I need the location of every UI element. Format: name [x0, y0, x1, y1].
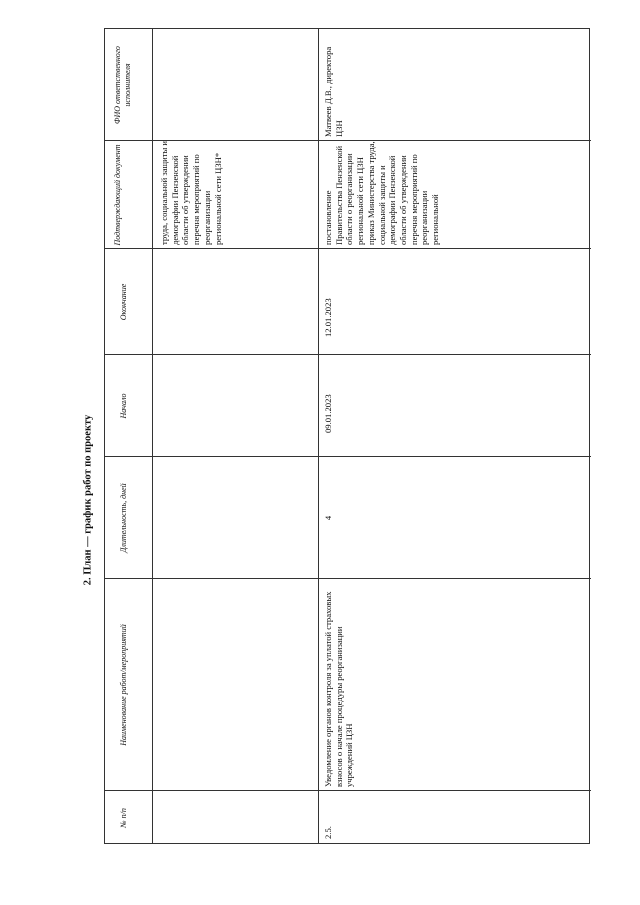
row-doc-cell [319, 141, 591, 249]
cont-num-cell [153, 791, 318, 845]
section-heading: 2. План — график работ по проекту [82, 414, 94, 586]
header-responsible: ФИО ответственного исполнителя [113, 46, 132, 124]
header-num-cell [105, 791, 152, 845]
cont-doc-text: труда, социальной защиты и демографии Пензенской области об утверждении перечня мероприятий по реорганизации региональной сети ЦЗН* [159, 141, 223, 245]
cont-end-cell [153, 249, 318, 355]
row-duration: 4 [323, 515, 333, 521]
header-name: Наименование работ/мероприятий [119, 624, 128, 746]
header-end-cell [105, 249, 152, 355]
header-num: № п/п [119, 808, 128, 828]
row-num-cell [319, 791, 591, 845]
row-start-cell [319, 355, 591, 457]
header-end: Окончание [119, 283, 128, 321]
cont-responsible-cell [153, 29, 318, 141]
header-duration-cell [105, 457, 152, 579]
cont-doc-cell [153, 141, 318, 249]
table-row-continuation [153, 29, 319, 843]
header-doc: Подтверждающий документ [113, 144, 122, 246]
row-doc: постановление Правительства Пензенской области о реорганизации региональной сети ЦЗН приказ Министерства труда, социальной защиты и демографии Пензенской области об утверждении перечня мероприятий по реорганизации региональной [323, 141, 441, 245]
header-name-cell [105, 579, 152, 791]
header-start-cell [105, 355, 152, 457]
row-end-cell [319, 249, 591, 355]
row-name: Уведомление органов контроля за уплатой страховых взносов о начале процедуры реорганизации учреждений ЦЗН [323, 591, 355, 787]
row-name-cell [319, 579, 591, 791]
header-start: Начало [119, 393, 128, 419]
header-duration: Длительность, дней [119, 483, 128, 553]
row-num: 2.5. [323, 826, 333, 839]
cont-start-cell [153, 355, 318, 457]
header-doc-cell [105, 141, 152, 249]
section-heading-container [68, 250, 108, 750]
row-responsible: Матвеев Д.В., директора ЦЗН [323, 46, 344, 137]
table-row [319, 29, 591, 843]
row-duration-cell [319, 457, 591, 579]
table-header-row [105, 29, 153, 843]
cont-name-cell [153, 579, 318, 791]
header-responsible-cell [105, 29, 152, 141]
row-responsible-cell [319, 29, 591, 141]
work-plan-table [104, 28, 590, 844]
row-end: 12.01.2023 [323, 298, 333, 337]
row-start: 09.01.2023 [323, 394, 333, 433]
cont-duration-cell [153, 457, 318, 579]
